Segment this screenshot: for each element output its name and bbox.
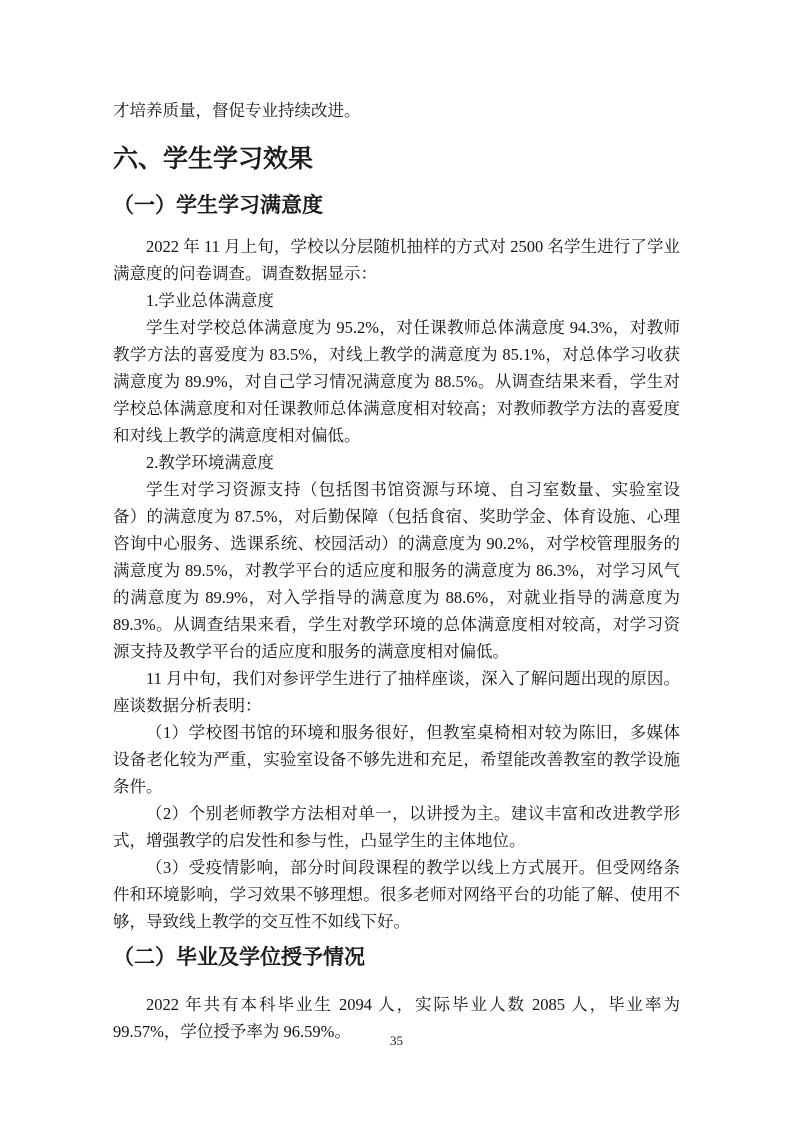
- paragraph-survey-intro: 2022 年 11 月上旬，学校以分层随机抽样的方式对 2500 名学生进行了学业满意度的问卷调查。调查数据显示：: [113, 237, 680, 283]
- paragraph-finding-2: （2）个别老师教学方法相对单一，以讲授为主。建议丰富和改进教学形式，增强教学的启发性和参与性，凸显学生的主体地位。: [113, 804, 680, 850]
- paragraph-interview-intro: 11 月中旬，我们对参评学生进行了抽样座谈，深入了解问题出现的原因。座谈数据分析表明：: [113, 669, 680, 715]
- page-number: 35: [390, 1033, 403, 1048]
- paragraph-item1-title: 1.学业总体满意度: [146, 291, 274, 310]
- paragraph-item1-body: 学生对学校总体满意度为 95.2%，对任课教师总体满意度 94.3%，对教师教学方法的喜爱度为 83.5%，对线上教学的满意度为 85.1%，对总体学习收获满意度为 89.9%，对自己学习情况满意度为 88.5%。从调查结果来看，学生对学校总体满意度和对任课教师总体满意度相对较高；对教师教学方法的喜爱度和对线上教学的满意度相对偏低。: [113, 318, 680, 445]
- paragraph-finding-3: （3）受疫情影响，部分时间段课程的教学以线上方式展开。但受网络条件和环境影响，学习效果不够理想。很多老师对网络平台的功能了解、使用不够，导致线上教学的交互性不如线下好。: [113, 858, 680, 931]
- paragraph-graduation: 2022 年共有本科毕业生 2094 人，实际毕业人数 2085 人，毕业率为 99.57%，学位授予率为 96.59%。: [113, 995, 680, 1041]
- page-content: [113, 0, 680, 1045]
- subsection-heading-satisfaction: （一）学生学习满意度: [113, 194, 323, 217]
- paragraph-item2-body: 学生对学习资源支持（包括图书馆资源与环境、自习室数量、实验室设备）的满意度为 87.5%，对后勤保障（包括食宿、奖助学金、体育设施、心理咨询中心服务、选课系统、校园活动）的满意度为 90.2%，对学校管理服务的满意度为 89.5%，对教学平台的适应度和服务的满意度为 86.3%，对学习风气的满意度为 89.9%，对入学指导的满意度为 88.6%，对就业指导的满意度为 89.3%。从调查结果来看，学生对教学环境的总体满意度相对较高，对学习资源支持及教学平台的适应度和服务的满意度相对偏低。: [113, 480, 680, 661]
- paragraph-finding-1: （1）学校图书馆的环境和服务很好，但教室桌椅相对较为陈旧，多媒体设备老化较为严重，实验室设备不够先进和充足，希望能改善教室的教学设施条件。: [113, 723, 680, 796]
- section-heading: 六、学生学习效果: [113, 145, 314, 173]
- subsection-heading-graduation: （二）毕业及学位授予情况: [113, 946, 365, 969]
- paragraph-item2-title: 2.教学环境满意度: [146, 453, 274, 472]
- lead-paragraph: 才培养质量，督促专业持续改进。: [113, 101, 361, 120]
